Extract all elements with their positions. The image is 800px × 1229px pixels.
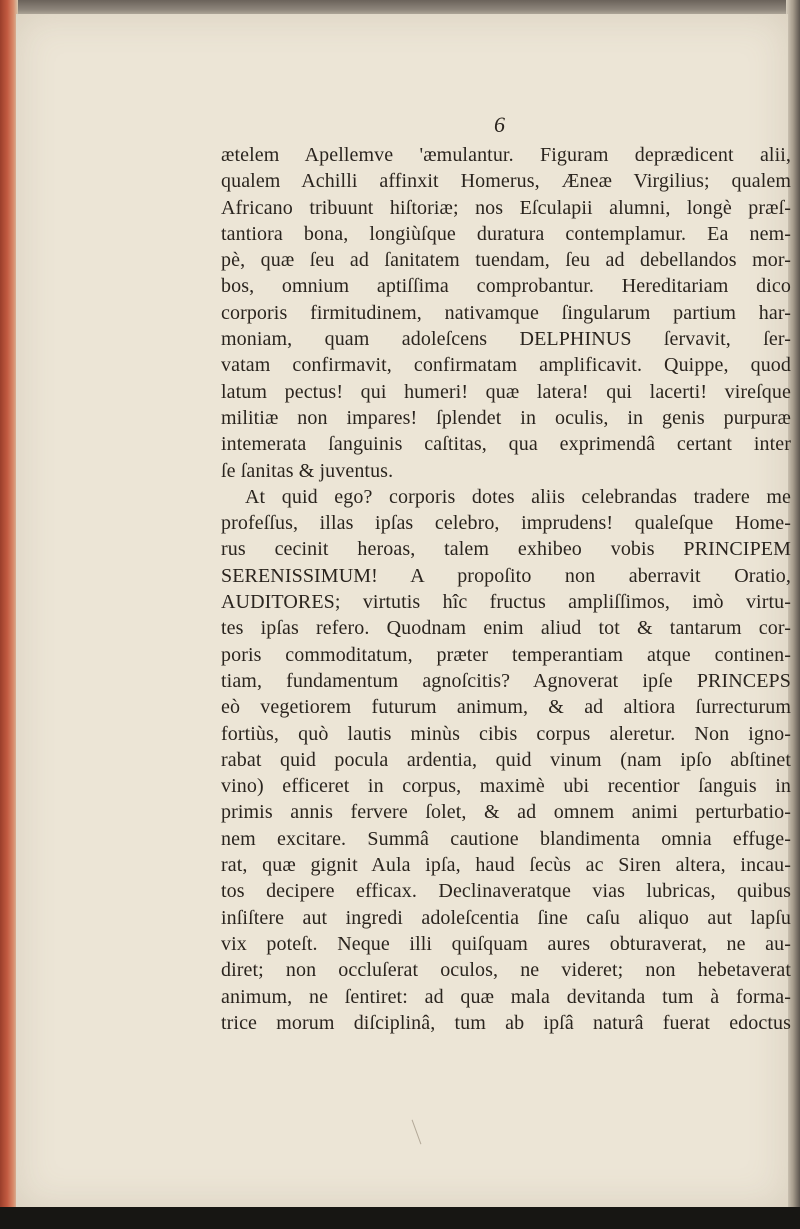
text-line: tiam, fundamentum agnoſcitis? Agnoverat ipſe PRINCEPS [221,669,791,692]
text-line: inſiſtere aut ingredi adoleſcentia ſine caſu aliquo aut lapſu [221,906,791,929]
text-line: rat, quæ gignit Aula ipſa, haud ſecùs ac Siren altera, incau- [221,854,791,877]
text-line: latum pectus! qui humeri! quæ latera! qui lacerti! vireſque [221,380,791,403]
text-line: diret; non occluſerat oculos, ne videret; non hebetaverat [221,959,791,982]
text-line: animum, ne ſentiret: ad quæ mala devitanda tum à forma- [221,985,791,1008]
text-line: AUDITORES; virtutis hîc fructus ampliſſimos, imò virtu- [221,591,791,614]
text-line: profeſſus, illas ipſas celebro, imprudens! qualeſque Home- [221,512,791,535]
text-line: tes ipſas refero. Quodnam enim aliud tot & tantarum cor- [221,617,791,640]
text-line: SERENISSIMUM! A propoſito non aberravit Oratio, [221,564,791,587]
text-line: rabat quid pocula ardentia, quid vinum (nam ipſo abſtinet [221,748,791,771]
text-line: militiæ non impares! ſplendet in oculis, in genis purpuræ [221,406,791,429]
text-line: poris commoditatum, præter temperantiam atque continen- [221,643,791,666]
text-line: ſe ſanitas & juventus. [221,459,394,482]
text-line: nem excitare. Summâ cautione blandimenta omnia effuge- [221,827,791,850]
text-line: primis annis fervere ſolet, & ad omnem animi perturbatio- [221,801,791,824]
text-line: ætelem Apellemve 'æmulantur. Figuram deprædicent alii, [221,144,791,166]
text-line: Africano tribuunt hiſtoriæ; nos Eſculapii alumni, longè præſ- [221,196,791,219]
text-line: eò vegetiorem futurum animum, & ad altiora ſurrecturum [221,696,791,719]
paper-blemish [412,1120,422,1145]
text-line: tos decipere efficax. Declinaveratque vias lubricas, quibus [221,880,791,903]
page-number: 6 [494,112,505,137]
text-line: pè, quæ ſeu ad ſanitatem tuendam, ſeu ad debellandos mor- [221,249,791,272]
body-text [221,142,791,1036]
scan-bottom-shadow [0,1207,800,1229]
text-line: vino) efficeret in corpus, maximè ubi recentior ſanguis in [221,775,791,798]
text-line: corporis firmitudinem, nativamque ſingularum partium har- [221,301,791,324]
text-line: tantiora bona, longiùſque duratura contemplamur. Ea nem- [221,222,791,245]
text-line: qualem Achilli affinxit Homerus, Æneæ Virgilius; qualem [221,170,791,193]
text-line: bos, omnium aptiſſima comprobantur. Hereditariam dico [221,275,791,298]
text-line: vatam confirmavit, confirmatam amplificavit. Quippe, quod [221,354,791,377]
text-line: trice morum diſciplinâ, tum ab ipſâ naturâ fuerat edoctus [221,1011,791,1034]
text-line: intemerata ſanguinis caſtitas, qua exprimendâ certant inter [221,433,791,456]
text-line: rus cecinit heroas, talem exhibeo vobis PRINCIPEM [221,538,791,561]
paper-page [16,14,791,1208]
text-line: fortiùs, quò lautis minùs cibis corpus aleretur. Non igno- [221,722,791,745]
text-line: moniam, quam adoleſcens DELPHINUS ſervavit, ſer- [221,328,791,351]
text-line: At quid ego? corporis dotes aliis celebrandas tradere me [245,485,791,508]
text-line: vix poteſt. Neque illi quiſquam aures obturaverat, ne au- [221,932,791,955]
